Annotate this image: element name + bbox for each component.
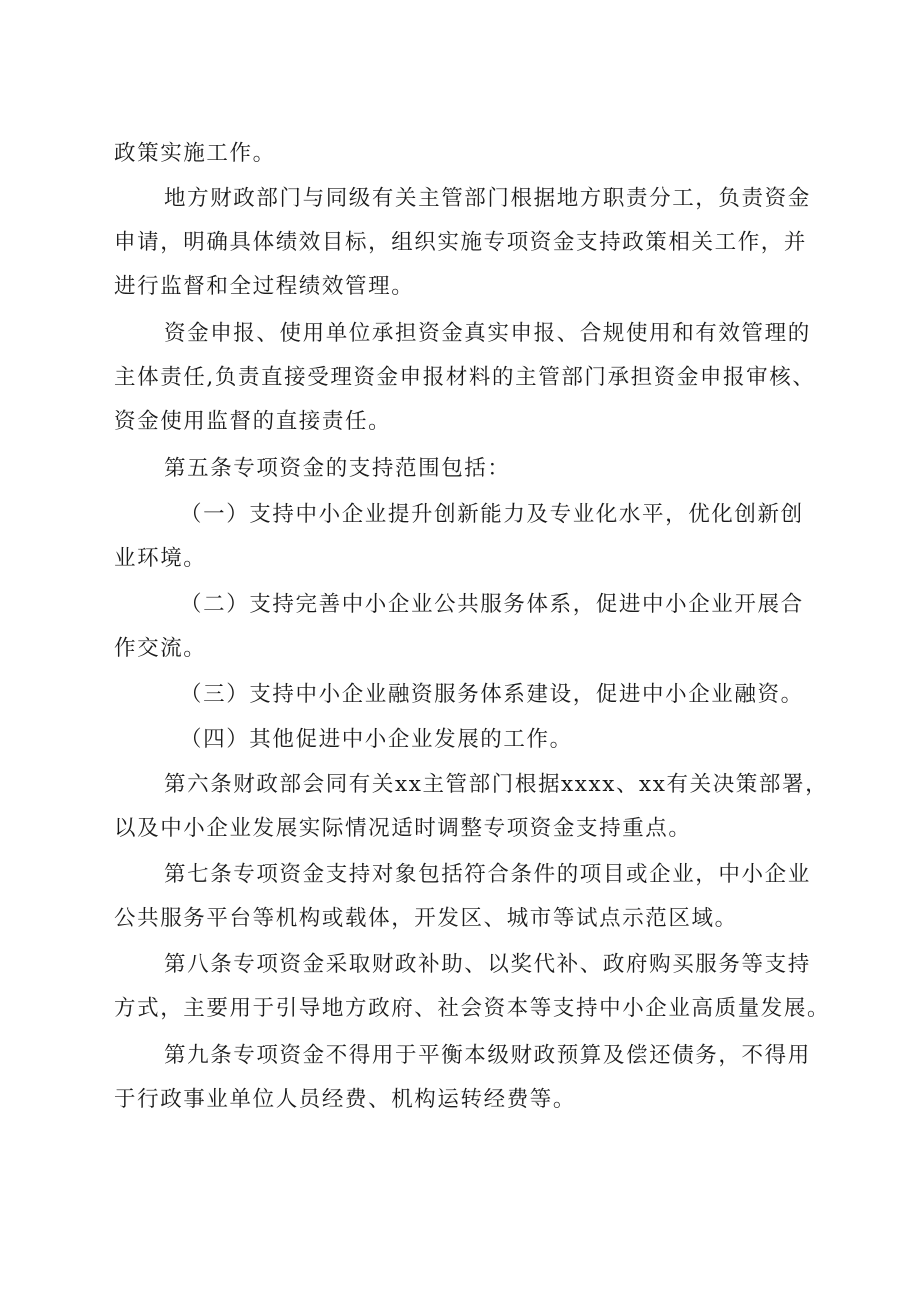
paragraph-line: 申请，明确具体绩效目标，组织实施专项资金支持政策相关工作，并 — [114, 230, 808, 255]
list-item-4 — [114, 718, 810, 762]
list-item-3 — [114, 673, 810, 717]
list-item-1 — [114, 493, 810, 581]
paragraph-line: 资金使用监督的直接责任。 — [114, 409, 392, 434]
article-9 — [114, 1034, 810, 1122]
article-8 — [114, 943, 831, 1031]
paragraph-line: 于行政事业单位人员经费、机构运转经费等。 — [114, 1087, 577, 1112]
paragraph-line: （三）支持中小企业融资服务体系建设，促进中小企业融资。 — [180, 682, 804, 707]
article-5-heading — [114, 447, 810, 491]
paragraph-line: 以及中小企业发展实际情况适时调整专项资金支持重点。 — [114, 816, 692, 841]
paragraph-line: 第九条专项资金不得用于平衡本级财政预算及偿还债务，不得用 — [164, 1043, 811, 1068]
paragraph-line: （一）支持中小企业提升创新能力及专业化水平，优化创新创 — [180, 502, 804, 527]
article-6 — [114, 763, 829, 851]
paragraph-policy-implementation — [114, 132, 810, 176]
paragraph-local-finance-duties — [114, 177, 810, 309]
paragraph-line: 方式，主要用于引导地方政府、社会资本等支持中小企业高质量发展。 — [114, 996, 831, 1021]
paragraph-line: 第八条专项资金采取财政补助、以奖代补、政府购买服务等支持 — [164, 952, 811, 977]
paragraph-line: （二）支持完善中小企业公共服务体系，促进中小企业开展合 — [180, 592, 804, 617]
paragraph-line: 地方财政部门与同级有关主管部门根据地方职责分工，负责资金 — [164, 186, 811, 211]
paragraph-line: 政策实施工作。 — [114, 141, 276, 166]
paragraph-line: 主体责任,负责直接受理资金申报材料的主管部门承担资金申报审核、 — [114, 365, 816, 390]
paragraph-line: 资金申报、使用单位承担资金真实申报、合规使用和有效管理的 — [164, 321, 811, 346]
paragraph-line: 公共服务平台等机构或载体，开发区、城市等试点示范区域。 — [114, 906, 738, 931]
paragraph-line: 第七条专项资金支持对象包括符合条件的项目或企业，中小企业 — [164, 862, 811, 887]
paragraph-applicant-responsibility — [114, 312, 816, 444]
list-item-2 — [114, 583, 810, 671]
paragraph-line: 作交流。 — [114, 636, 207, 661]
paragraph-line: 第五条专项资金的支持范围包括： — [164, 456, 511, 481]
paragraph-line: （四）其他促进中小企业发展的工作。 — [180, 727, 573, 752]
article-7 — [114, 853, 810, 941]
paragraph-line: 第六条财政部会同有关xx主管部门根据xxxx、xx有关决策部署， — [164, 772, 829, 797]
paragraph-line: 业环境。 — [114, 546, 207, 571]
paragraph-line: 进行监督和全过程绩效管理。 — [114, 274, 415, 299]
